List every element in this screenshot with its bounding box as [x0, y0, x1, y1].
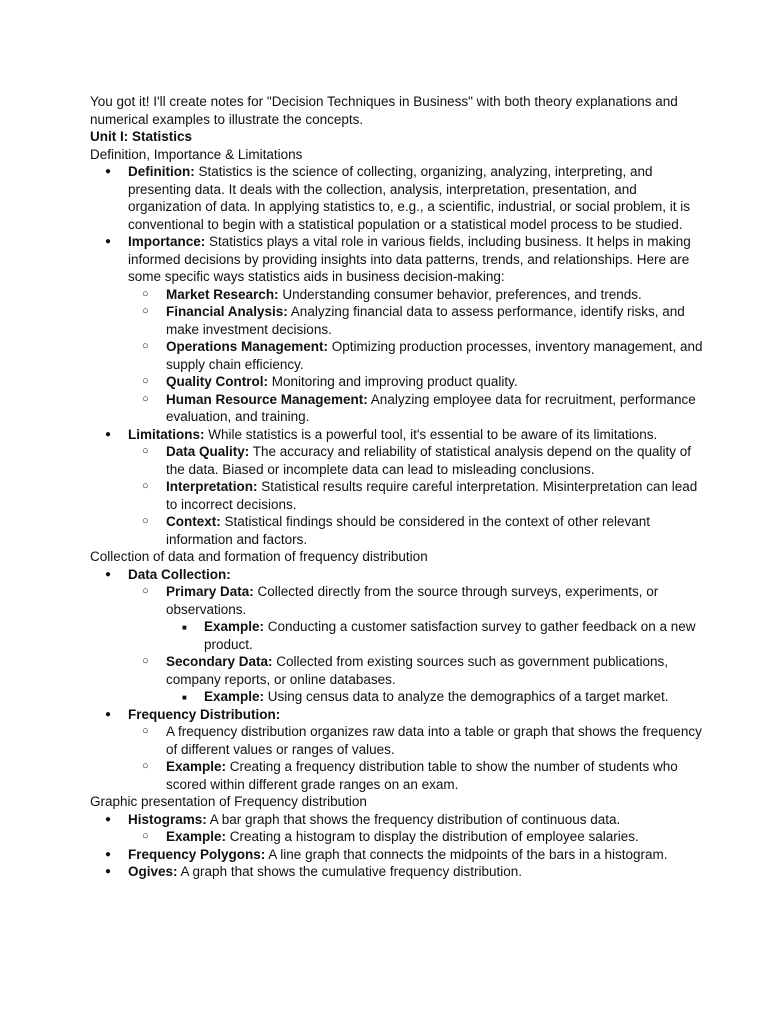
- example-text: Using census data to analyze the demographics of a target market.: [264, 689, 669, 704]
- list-item-histograms: [90, 811, 708, 846]
- item-text: Optimizing production processes, inventory management, and supply chain efficiency.: [166, 339, 703, 372]
- item-label: Limitations:: [128, 426, 205, 442]
- item-label: Context:: [166, 514, 221, 529]
- intro-text: You got it! I'll create notes for "Decision Techniques in Business" with both theory explanations and numerical examples to illustrate the concepts.: [90, 94, 678, 127]
- item-text: The accuracy and reliability of statistical analysis depend on the quality of the data. Biased or incomplete data can lead to misleading conclusions.: [166, 444, 692, 477]
- graphic-list: [90, 811, 708, 881]
- list-item-ogives: [90, 863, 708, 881]
- section-heading-definition: Definition, Importance & Limitations: [90, 146, 303, 162]
- example-item: [128, 758, 708, 793]
- section-heading-collection: Collection of data and formation of frequency distribution: [90, 549, 428, 564]
- example-label: Example:: [166, 829, 227, 844]
- example-label: Example:: [204, 619, 265, 634]
- item-label: Frequency Polygons:: [128, 846, 266, 862]
- primary-example-list: [166, 618, 708, 653]
- example-text: Creating a histogram to display the distribution of employee salaries.: [226, 829, 639, 844]
- item-text: Statistics plays a vital role in various fields, including business. It helps in making informed decisions by providing insights into data patterns, trends, and relationships. Here are some specific ways statistics aids in business decision-making:: [128, 234, 691, 284]
- list-item: [128, 303, 708, 338]
- item-text: Monitoring and improving product quality.: [268, 374, 518, 389]
- item-label: Market Research:: [166, 286, 279, 302]
- importance-sublist: [128, 286, 708, 426]
- item-label: Ogives:: [128, 864, 178, 879]
- secondary-example-list: [166, 688, 708, 706]
- list-item-secondary-data: [128, 653, 708, 706]
- list-item-primary-data: [128, 583, 708, 653]
- example-text: Creating a frequency distribution table to show the number of students who scored within different grade ranges on an exam.: [166, 759, 678, 792]
- list-item: [128, 478, 708, 513]
- item-text: A line graph that connects the midpoints of the bars in a histogram.: [265, 846, 668, 862]
- example-label: Example:: [204, 689, 265, 704]
- item-label: Importance:: [128, 234, 206, 249]
- list-item-data-collection: [90, 566, 708, 706]
- item-text: Statistical findings should be considered in the context of other relevant information and factors.: [166, 514, 651, 547]
- example-item: [128, 828, 708, 846]
- item-text: A frequency distribution organizes raw data into a table or graph that shows the frequency of different values or ranges of values.: [166, 724, 702, 757]
- item-text: Statistical results require careful interpretation. Misinterpretation can lead to incorrect decisions.: [166, 479, 698, 512]
- item-text: A bar graph that shows the frequency distribution of continuous data.: [206, 811, 621, 827]
- item-text: Understanding consumer behavior, preferences, and trends.: [278, 286, 642, 302]
- item-text: Collected directly from the source through surveys, experiments, or observations.: [166, 584, 659, 617]
- item-text: Analyzing employee data for recruitment, performance evaluation, and training.: [166, 391, 696, 424]
- unit-title: Unit I: Statistics: [90, 129, 193, 144]
- list-item: [128, 513, 708, 548]
- limitations-sublist: [128, 443, 708, 548]
- item-label: Human Resource Management:: [166, 391, 368, 407]
- section-heading-graphic: Graphic presentation of Frequency distribution: [90, 794, 367, 809]
- item-label: Data Collection:: [128, 566, 231, 582]
- item-text: While statistics is a powerful tool, it's essential to be aware of its limitations.: [204, 426, 658, 442]
- example-label: Example:: [166, 759, 227, 774]
- list-item: [128, 443, 708, 478]
- list-item: [128, 373, 708, 391]
- data-collection-sublist: [128, 583, 708, 706]
- item-label: Interpretation:: [166, 479, 258, 494]
- item-text: Collected from existing sources such as government publications, company reports, or online databases.: [166, 654, 668, 687]
- item-label: Primary Data:: [166, 584, 254, 599]
- item-label: Frequency Distribution:: [128, 706, 281, 722]
- list-item-frequency-polygons: [90, 846, 708, 864]
- list-item: [128, 286, 708, 304]
- item-label: Financial Analysis:: [166, 304, 288, 319]
- list-item-definition: [90, 163, 708, 233]
- collection-list: [90, 566, 708, 794]
- list-item: [128, 391, 708, 426]
- histograms-sublist: [128, 828, 708, 846]
- list-item: [128, 338, 708, 373]
- item-text: A graph that shows the cumulative frequency distribution.: [177, 864, 522, 879]
- example-text: Conducting a customer satisfaction survey to gather feedback on a new product.: [204, 619, 696, 652]
- item-label: Operations Management:: [166, 339, 329, 354]
- item-label: Secondary Data:: [166, 654, 273, 669]
- definition-list: [90, 163, 708, 548]
- list-item-limitations: [90, 426, 708, 549]
- example-item: [166, 688, 708, 706]
- list-item-frequency-distribution: [90, 706, 708, 794]
- frequency-distribution-sublist: [128, 723, 708, 793]
- item-label: Data Quality:: [166, 444, 250, 459]
- item-label: Quality Control:: [166, 374, 268, 389]
- example-item: [166, 618, 708, 653]
- item-text: Statistics is the science of collecting, organizing, analyzing, interpreting, and presenting data. It deals with the collection, analysis, interpretation, presentation, and organization of data. In applying statistics to, e.g., a scientific, industrial, or social problem, it is conventional to begin with a statistical population or a statistical model process to be studied.: [128, 164, 691, 232]
- list-item: [128, 723, 708, 758]
- item-label: Definition:: [128, 164, 195, 179]
- list-item-importance: [90, 233, 708, 426]
- item-label: Histograms:: [128, 811, 207, 827]
- item-text: Analyzing financial data to assess performance, identify risks, and make investment decisions.: [166, 304, 685, 337]
